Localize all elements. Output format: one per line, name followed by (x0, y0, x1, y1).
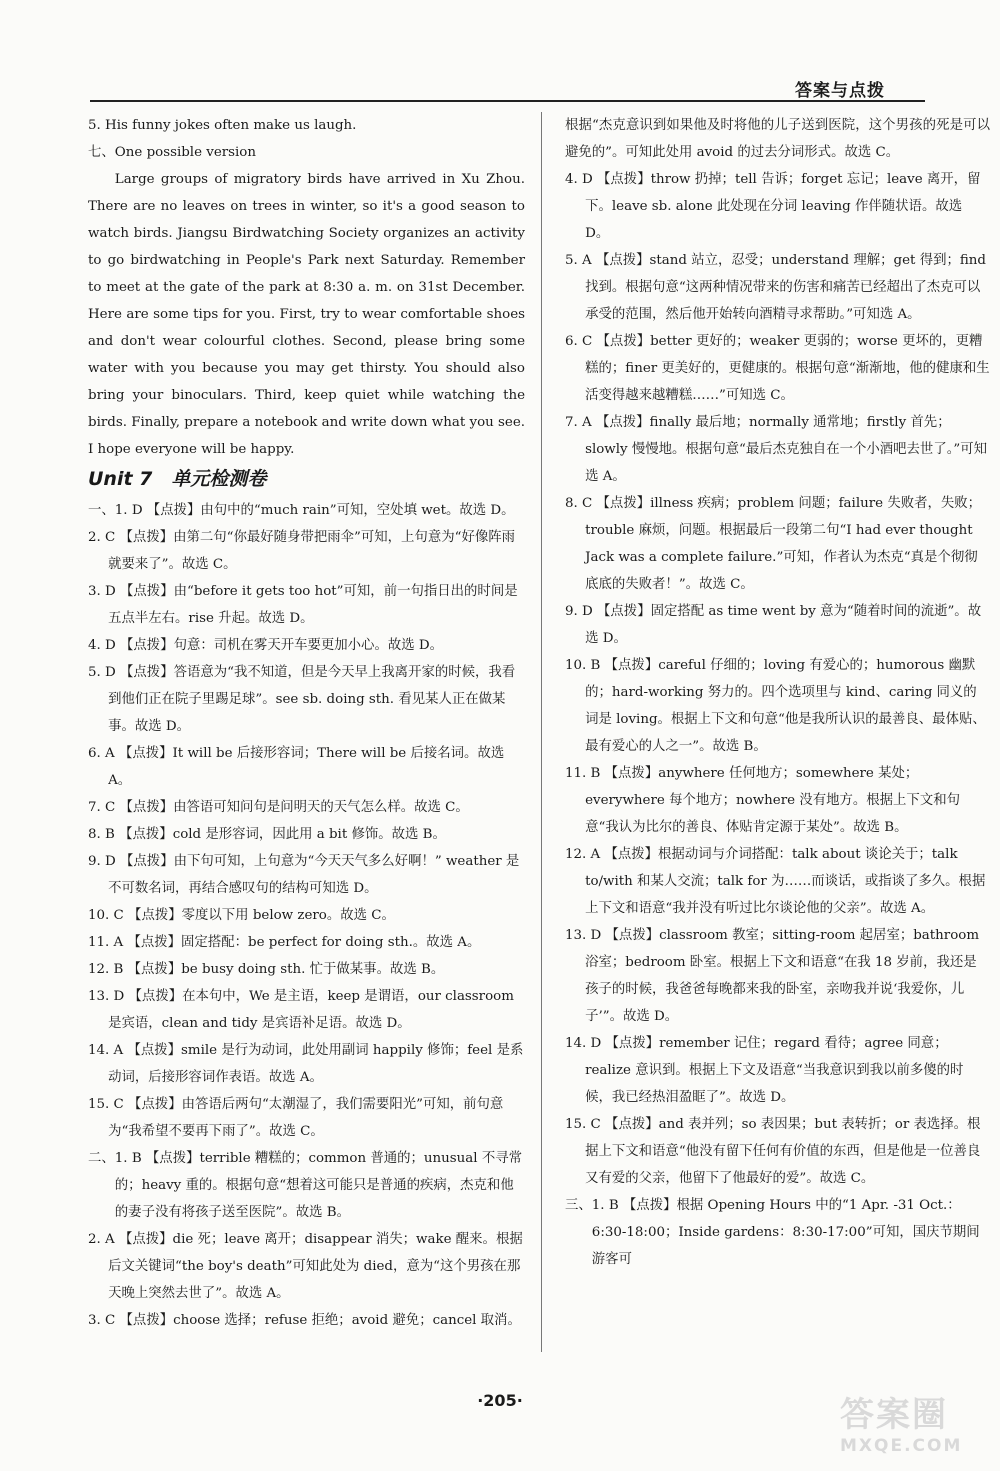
watermark-top: 答案圈 (840, 1395, 948, 1435)
answer-paragraph: 12. B 【点拨】be busy doing sth. 忙于做某事。故选 B。 (88, 962, 445, 977)
answer-paragraph: 2. A 【点拨】die 死；leave 离开；disappear 消失；wake 醒来。根据后文关键词“the boy's death”可知此处为 died，意为“这个男孩在那天晚上突然去世了”。故选 A。 (88, 1232, 523, 1301)
answer-paragraph: 七、One possible version (88, 145, 256, 160)
answer-paragraph: 4. D 【点拨】句意：司机在雾天开车要更加小心。故选 D。 (88, 638, 444, 653)
column-divider (541, 112, 542, 1352)
answer-paragraph: 一、1. D 【点拨】由句中的“much rain”可知，空处填 wet。故选 D。 (88, 503, 515, 518)
answer-paragraph: 9. D 【点拨】由下句可知，上句意为“今天天气多么好啊！” weather 是不可数名词，再结合感叹句的结构可知选 D。 (88, 854, 520, 896)
answer-paragraph: 11. A 【点拨】固定搭配：be perfect for doing sth.。故选 A。 (88, 935, 481, 950)
answer-paragraph: 11. B 【点拨】anywhere 任何地方；somewhere 某处；everywhere 每个地方；nowhere 没有地方。根据上下文和句意“我认为比尔的善良、体贴肯定源于某处”。故选 B。 (565, 766, 960, 835)
answer-paragraph: 3. C 【点拨】choose 选择；refuse 拒绝；avoid 避免；cancel 取消。 (88, 1313, 521, 1328)
answer-paragraph: 12. A 【点拨】根据动词与介词搭配：talk about 谈论关于；talk to/with 和某人交流；talk for 为……而谈话，或指谈了多久。根据上下文和语意“我并没有听过比尔谈论他的父亲”。故选 A。 (565, 847, 986, 916)
answer-paragraph: 9. D 【点拨】固定搭配 as time went by 意为“随着时间的流逝”。故选 D。 (565, 604, 982, 646)
answer-paragraph: 5. His funny jokes often make us laugh. (88, 118, 357, 133)
answer-paragraph: 5. D 【点拨】答语意为“我不知道，但是今天早上我离开家的时候，我看到他们正在院子里踢足球”。see sb. doing sth. 看见某人正在做某事。故选 D。 (88, 665, 516, 734)
right-column (565, 112, 990, 1273)
answer-paragraph: 6. C 【点拨】better 更好的；weaker 更弱的；worse 更坏的，更糟糕的；finer 更美好的，更健康的。根据句意“渐渐地，他的健康和生活变得越来越糟糕……”可知选 C。 (565, 334, 990, 403)
answer-paragraph: 4. D 【点拨】throw 扔掉；tell 告诉；forget 忘记；leave 离开，留下。leave sb. alone 此处现在分词 leaving 作伴随状语。故选 D。 (565, 172, 981, 241)
answer-paragraph: 8. C 【点拨】illness 疾病；problem 问题；failure 失败者，失败；trouble 麻烦，问题。根据最后一段第二句“I had ever thought Jack was a complete failure.”可知，作者认为杰克“真是个彻彻底底的失败者！”。故选 C。 (565, 496, 982, 592)
answer-paragraph: 7. A 【点拨】finally 最后地；normally 通常地；firstly 首先；slowly 慢慢地。根据句意“最后杰克独自在一个小酒吧去世了。”可知选 A。 (565, 415, 988, 484)
answer-paragraph: 13. D 【点拨】classroom 教室；sitting-room 起居室；bathroom 浴室；bedroom 卧室。根据上下文和语意“在我 18 岁前，我还是孩子的时候，我爸爸每晚都来我的卧室，亲吻我并说‘我爱你，儿子’”。故选 D。 (565, 928, 980, 1024)
answer-paragraph: 根据“杰克意识到如果他及时将他的儿子送到医院，这个男孩的死是可以避免的”。可知此处用 avoid 的过去分词形式。故选 C。 (565, 118, 990, 160)
answer-paragraph: 13. D 【点拨】在本句中，We 是主语，keep 是谓语，our classroom 是宾语，clean and tidy 是宾语补足语。故选 D。 (88, 989, 514, 1031)
answer-paragraph: 三、1. B 【点拨】根据 Opening Hours 中的“1 Apr. -31 Oct.：6:30-18:00；Inside gardens：8:30-17:00”可知，国庆节期间游客可 (565, 1198, 980, 1267)
answer-paragraph: 14. A 【点拨】smile 是行为动词，此处用副词 happily 修饰；feel 是系动词，后接形容词作表语。故选 A。 (88, 1043, 524, 1085)
answer-paragraph: 14. D 【点拨】remember 记住；regard 看待；agree 同意；realize 意识到。根据上下文及语意“当我意识到我以前多傻的时候，我已经热泪盈眶了”。故选 D。 (565, 1036, 964, 1105)
left-column (88, 112, 525, 1334)
unit-heading: Unit 7 单元检测卷 (88, 468, 267, 490)
watermark-logo (840, 1395, 990, 1465)
answer-paragraph: 5. A 【点拨】stand 站立，忍受；understand 理解；get 得到；find 找到。根据句意“这两种情况带来的伤害和痛苦已经超出了杰克可以承受的范围，然后他开始转向酒精寻求帮助。”可知选 A。 (565, 253, 986, 322)
watermark-bottom: MXQE.COM (840, 1436, 963, 1456)
answer-paragraph: 10. C 【点拨】零度以下用 below zero。故选 C。 (88, 908, 395, 923)
answer-paragraph: 7. C 【点拨】由答语可知问句是问明天的天气怎么样。故选 C。 (88, 800, 469, 815)
answer-paragraph: 2. C 【点拨】由第二句“你最好随身带把雨伞”可知，上句意为“好像阵雨就要来了”。故选 C。 (88, 530, 516, 572)
answer-paragraph: 二、1. B 【点拨】terrible 糟糕的；common 普通的；unusual 不寻常的；heavy 重的。根据句意“想着这可能只是普通的疾病，杰克和他的妻子没有将孩子送至医院”。故选 B。 (88, 1151, 522, 1220)
answer-paragraph: 8. B 【点拨】cold 是形容词，因此用 a bit 修饰。故选 B。 (88, 827, 446, 842)
page-header (90, 72, 925, 102)
answer-paragraph: 15. C 【点拨】由答语后两句“太潮湿了，我们需要阳光”可知，前句意为“我希望不要再下雨了”。故选 C。 (88, 1097, 504, 1139)
answer-paragraph: 3. D 【点拨】由“before it gets too hot”可知，前一句指日出的时间是五点半左右。rise 升起。故选 D。 (88, 584, 518, 626)
answer-paragraph: Large groups of migratory birds have arrived in Xu Zhou. There are no leaves on trees in winter, so it's a good season to watch birds. Jiangsu Birdwatching Society organizes an activity to go birdwatching in People's Park next Saturday. Remember to meet at the gate of the park at 8:30 a. m. on 31st December. Here are some tips for you. First, try to wear comfortable shoes and don't wear colourful clothes. Second, please bring some water with you because you may get thirsty. You should also bring your binoculars. Third, keep quiet while watching the birds. Finally, prepare a notebook and write down what you see. I hope everyone will be happy. (88, 172, 525, 457)
header-title: 答案与点拨 (795, 81, 885, 101)
header-rule (90, 100, 925, 102)
answer-paragraph: 15. C 【点拨】and 表并列；so 表因果；but 表转折；or 表选择。根据上下文和语意“他没有留下任何有价值的东西，但是他是一位善良又有爱的父亲，他留下了他最好的爱”。故选 C。 (565, 1117, 981, 1186)
answer-paragraph: 6. A 【点拨】It will be 后接形容词；There will be 后接名词。故选 A。 (88, 746, 505, 788)
answer-paragraph: 10. B 【点拨】careful 仔细的；loving 有爱心的；humorous 幽默的；hard-working 努力的。四个选项里与 kind、caring 同义的词是 loving。根据上下文和句意“他是我所认识的最善良、最体贴、最有爱心的人之一”。故选 B。 (565, 658, 986, 754)
page-number: ·205· (477, 1391, 523, 1410)
